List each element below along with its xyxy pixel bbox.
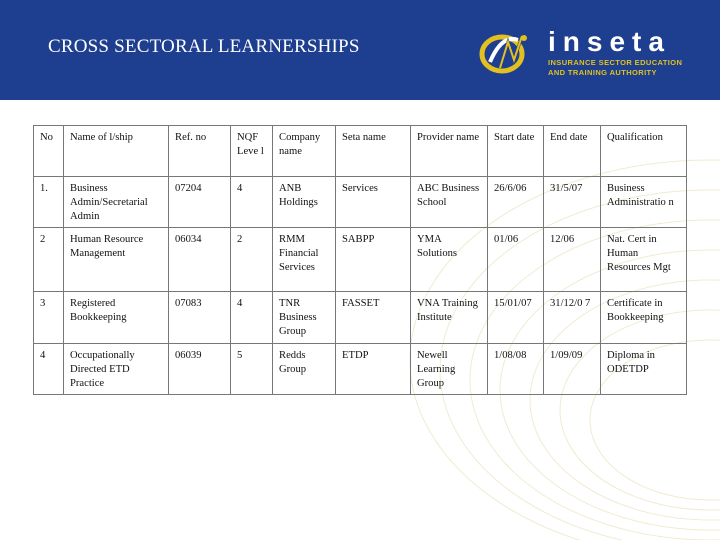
table-cell: YMA Solutions [411,228,488,292]
column-header: Qualification [601,126,687,177]
table-cell: Redds Group [273,344,336,395]
column-header: Ref. no [169,126,231,177]
table-cell: 1/08/08 [488,344,544,395]
column-header: Company name [273,126,336,177]
table-cell: 31/5/07 [544,177,601,228]
table-cell: ETDP [336,344,411,395]
column-header: NQF Leve l [231,126,273,177]
table-cell: Nat. Cert in Human Resources Mgt [601,228,687,292]
table-cell: Occupationally Directed ETD Practice [64,344,169,395]
table-cell: ABC Business School [411,177,488,228]
page-title: CROSS SECTORAL LEARNERSHIPS [48,36,360,57]
column-header: Start date [488,126,544,177]
table-cell: Business Admin/Secretarial Admin [64,177,169,228]
table-cell: Business Administratio n [601,177,687,228]
table-cell: 01/06 [488,228,544,292]
brand-tagline-line-1: INSURANCE SECTOR EDUCATION [548,58,683,67]
column-header: Seta name [336,126,411,177]
table-cell: SABPP [336,228,411,292]
brand-tagline-line-2: AND TRAINING AUTHORITY [548,68,657,77]
table-cell: Services [336,177,411,228]
inseta-logo [478,28,708,84]
table-row [34,292,687,344]
table-cell: 5 [231,344,273,395]
table-row [34,344,687,395]
table-cell: Certificate in Bookkeeping [601,292,687,344]
table-cell: Human Resource Management [64,228,169,292]
table-cell: ANB Holdings [273,177,336,228]
table-cell: 2 [231,228,273,292]
table-header-row [34,126,687,177]
header-bar [0,0,720,100]
table-cell: 06039 [169,344,231,395]
table-cell: 4 [34,344,64,395]
table-cell: 4 [231,177,273,228]
table-cell: 31/12/0 7 [544,292,601,344]
table-cell: VNA Training Institute [411,292,488,344]
table-cell: 1/09/09 [544,344,601,395]
table-cell: 1. [34,177,64,228]
table-row [34,177,687,228]
table-cell: 06034 [169,228,231,292]
table-cell: 2 [34,228,64,292]
column-header: Provider name [411,126,488,177]
table-row [34,228,687,292]
column-header: Name of l/ship [64,126,169,177]
inseta-logo-mark-icon [478,28,542,80]
brand-name: inseta [548,26,671,57]
table-cell: Registered Bookkeeping [64,292,169,344]
table-cell: TNR Business Group [273,292,336,344]
table-cell: 4 [231,292,273,344]
table-cell: Diploma in ODETDP [601,344,687,395]
table-cell: 12/06 [544,228,601,292]
table-cell: 3 [34,292,64,344]
column-header: End date [544,126,601,177]
table-cell: 26/6/06 [488,177,544,228]
table-cell: 15/01/07 [488,292,544,344]
learnerships-table [33,125,687,395]
table-cell: FASSET [336,292,411,344]
table-cell: Newell Learning Group [411,344,488,395]
table-cell: 07204 [169,177,231,228]
column-header: No [34,126,64,177]
table-cell: 07083 [169,292,231,344]
table-cell: RMM Financial Services [273,228,336,292]
